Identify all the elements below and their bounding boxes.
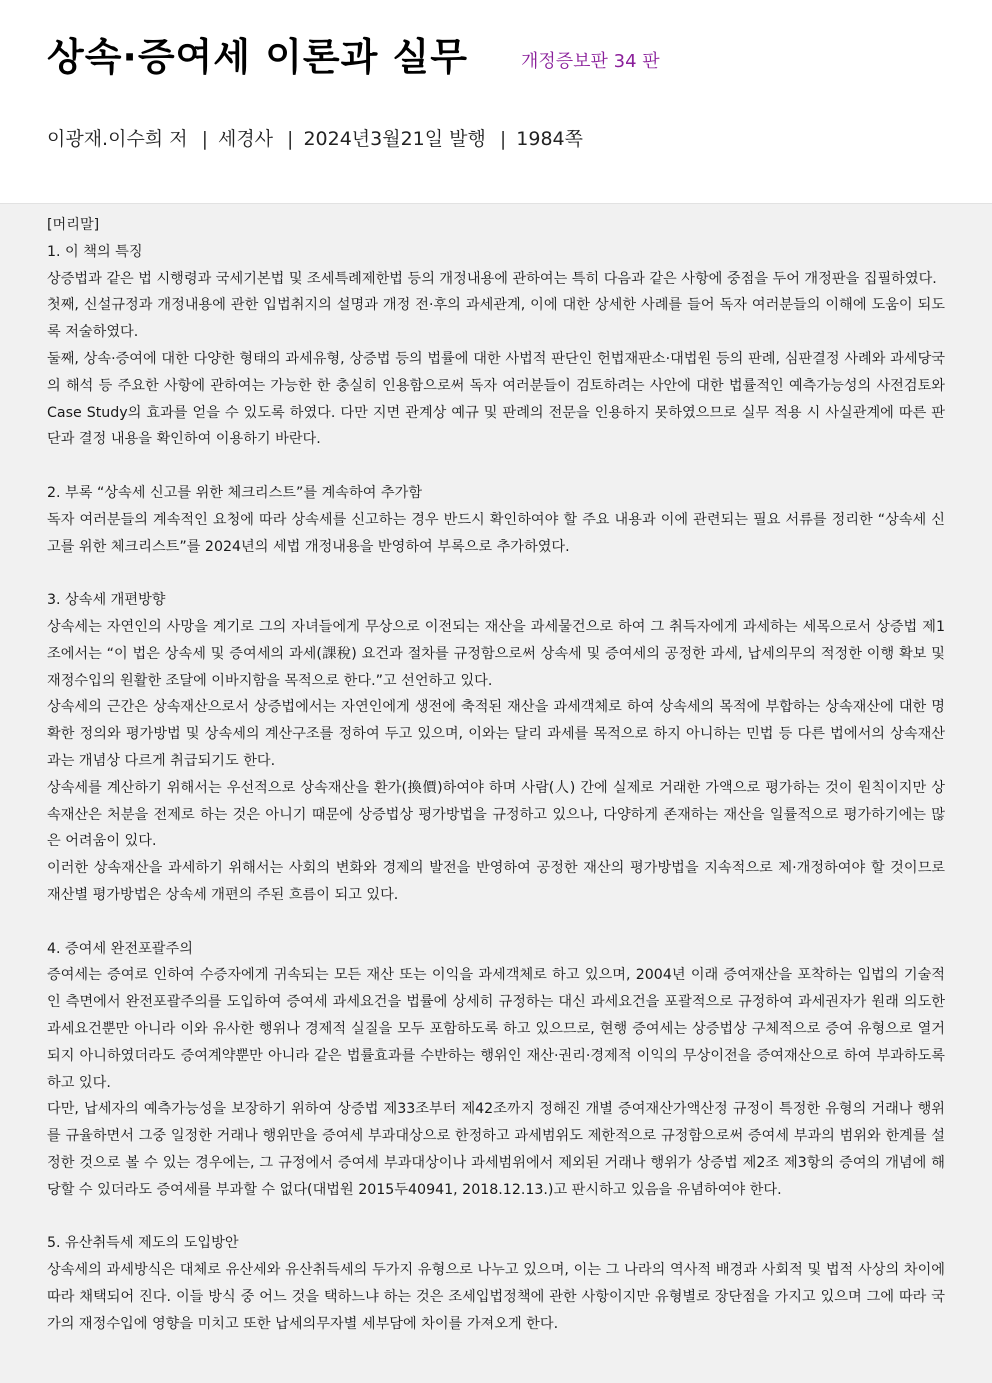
page-count: 1984쪽	[516, 128, 583, 150]
paragraph: 상속세를 계산하기 위해서는 우선적으로 상속재산을 환가(換價)하여야 하며 사람(人) 간에 실제로 거래한 가액으로 평가하는 것이 원칙이지만 상속재산은 처분을 전제로 하는 것은 아니기 때문에 상증법상 평가방법을 규정하고 있으나, 다양하게 존재하는 재산을 일률적으로 평가하기에는 많은 어려움이 있다.	[47, 779, 945, 850]
section-gap	[47, 560, 945, 587]
edition-label: 개정증보판 34 판	[521, 51, 660, 72]
book-meta	[47, 124, 583, 151]
paragraph: 증여세는 증여로 인하여 수증자에게 귀속되는 모든 재산 또는 이익을 과세객체로 하고 있으며, 2004년 이래 증여재산을 포착하는 입법의 기술적인 측면에서 완전포괄주의를 도입하여 증여세 과세요건을 법률에 상세히 규정하는 대신 과세요건을 포괄적으로 규정하여 과세권자가 원래 의도한 과세요건뿐만 아니라 이와 유사한 행위나 경제적 실질을 모두 포함하도록 하고 있으므로, 현행 증여세는 상증법상 구체적으로 증여 유형으로 열거되지 아니하였더라도 증여계약뿐만 아니라 같은 법률효과를 수반하는 행위인 재산·권리·경제적 이익의 무상이전을 증여재산으로 하여 부과하도록 하고 있다.	[47, 967, 945, 1091]
preface-content	[47, 212, 945, 1337]
section-heading: 2. 부록 “상속세 신고를 위한 체크리스트”를 계속하여 추가함	[47, 484, 423, 501]
paragraph: 상증법과 같은 법 시행령과 국세기본법 및 조세특례제한법 등의 개정내용에 관하여는 특히 다음과 같은 사항에 중점을 두어 개정판을 집필하였다.	[47, 270, 937, 287]
paragraph: 첫째, 신설규정과 개정내용에 관한 입법취지의 설명과 개정 전·후의 과세관계, 이에 대한 상세한 사례를 들어 독자 여러분들의 이해에 도움이 되도록 저술하였다.	[47, 297, 945, 341]
meta-separator: |	[201, 128, 208, 150]
preface-label: [머리말]	[47, 217, 100, 233]
publisher: 세경사	[217, 128, 274, 150]
meta-separator: |	[499, 128, 507, 150]
meta-separator: |	[287, 128, 294, 150]
paragraph: 둘째, 상속·증여에 대한 다양한 형태의 과세유형, 상증법 등의 법률에 대한 사법적 판단인 헌법재판소·대법원 등의 판례, 심판결정 사례와 과세당국의 해석 등 주요한 사항에 관하여는 가능한 한 충실히 인용함으로써 독자 여러분들이 검토하려는 사안에 대한 법률적인 예측가능성의 사전검토와 Case Study의 효과를 얻을 수 있도록 하였다. 다만 지면 관계상 예규 및 판례의 전문을 인용하지 못하였으므로 실무 적용 시 사실관계에 따른 판단과 결정 내용을 확인하여 이용하기 바란다.	[47, 350, 945, 448]
section-heading: 5. 유산취득세 제도의 도입방안	[47, 1235, 239, 1252]
preface-panel	[0, 203, 992, 1383]
section-heading: 4. 증여세 완전포괄주의	[47, 940, 193, 957]
section-gap	[47, 453, 945, 480]
paragraph: 상속세는 자연인의 사망을 계기로 그의 자녀들에게 무상으로 이전되는 재산을 과세물건으로 하여 그 취득자에게 과세하는 세목으로서 상증법 제1조에서는 “이 법은 상속세 및 증여세의 과세(課稅) 요건과 절차를 규정함으로써 상속세 및 증여세의 공정한 과세, 납세의무의 적정한 이행 확보 및 재정수입의 원활한 조달에 이바지함을 목적으로 한다.”고 선언하고 있다.	[47, 618, 945, 689]
section-gap	[47, 1203, 945, 1230]
paragraph: 상속세의 과세방식은 대체로 유산세와 유산취득세의 두가지 유형으로 나누고 있으며, 이는 그 나라의 역사적 배경과 사회적 및 법적 사상의 차이에 따라 채택되어 진다. 이들 방식 중 어느 것을 택하느냐 하는 것은 조세입법정책에 관한 사항이지만 유형별로 장단점을 가지고 있으며 그에 따라 국가의 재정수입에 영향을 미치고 또한 납세의무자별 세부담에 차이를 가져오게 한다.	[47, 1262, 945, 1332]
section-heading: 3. 상속세 개편방향	[47, 592, 166, 609]
paragraph: 독자 여러분들의 계속적인 요청에 따라 상속세를 신고하는 경우 반드시 확인하여야 할 주요 내용과 이에 관련되는 필요 서류를 정리한 “상속세 신고를 위한 체크리스트”를 2024년의 세법 개정내용을 반영하여 부록으로 추가하였다.	[47, 511, 945, 555]
paragraph: 다만, 납세자의 예측가능성을 보장하기 위하여 상증법 제33조부터 제42조까지 정해진 개별 증여재산가액산정 규정이 특정한 유형의 거래나 행위를 규율하면서 그중 일정한 거래나 행위만을 증여세 부과대상으로 한정하고 과세범위도 제한적으로 규정함으로써 증여세 부과의 범위와 한계를 설정한 것으로 볼 수 있는 경우에는, 그 규정에서 증여세 부과대상이나 과세범위에서 제외된 거래나 행위가 상증법 제2조 제3항의 증여의 개념에 해당할 수 있더라도 증여세를 부과할 수 없다(대법원 2015두40941, 2018.12.13.)고 판시하고 있음을 유념하여야 한다.	[47, 1101, 945, 1198]
book-title: 상속·증여세 이론과 실무	[47, 35, 468, 79]
author: 이광재.이수희 저	[47, 128, 188, 150]
paragraph: 이러한 상속재산을 과세하기 위해서는 사회의 변화와 경제의 발전을 반영하여 공정한 재산의 평가방법을 지속적으로 제·개정하여야 할 것이므로 재산별 평가방법은 상속세 개편의 주된 흐름이 되고 있다.	[47, 860, 945, 903]
section-gap	[47, 909, 945, 936]
section-heading: 1. 이 책의 특징	[47, 243, 143, 260]
paragraph: 상속세의 근간은 상속재산으로서 상증법에서는 자연인에게 생전에 축적된 재산을 과세객체로 하여 상속세의 목적에 부합하는 상속재산에 대한 명확한 정의와 평가방법 및 상속세의 계산구조를 정하여 두고 있으며, 이와는 달리 과세를 목적으로 하지 아니하는 민법 등 다른 법에서의 상속재산과는 개념상 다르게 취급되기도 한다.	[47, 699, 945, 769]
book-header	[0, 0, 992, 203]
publish-date: 2024년3월21일 발행	[303, 128, 486, 150]
